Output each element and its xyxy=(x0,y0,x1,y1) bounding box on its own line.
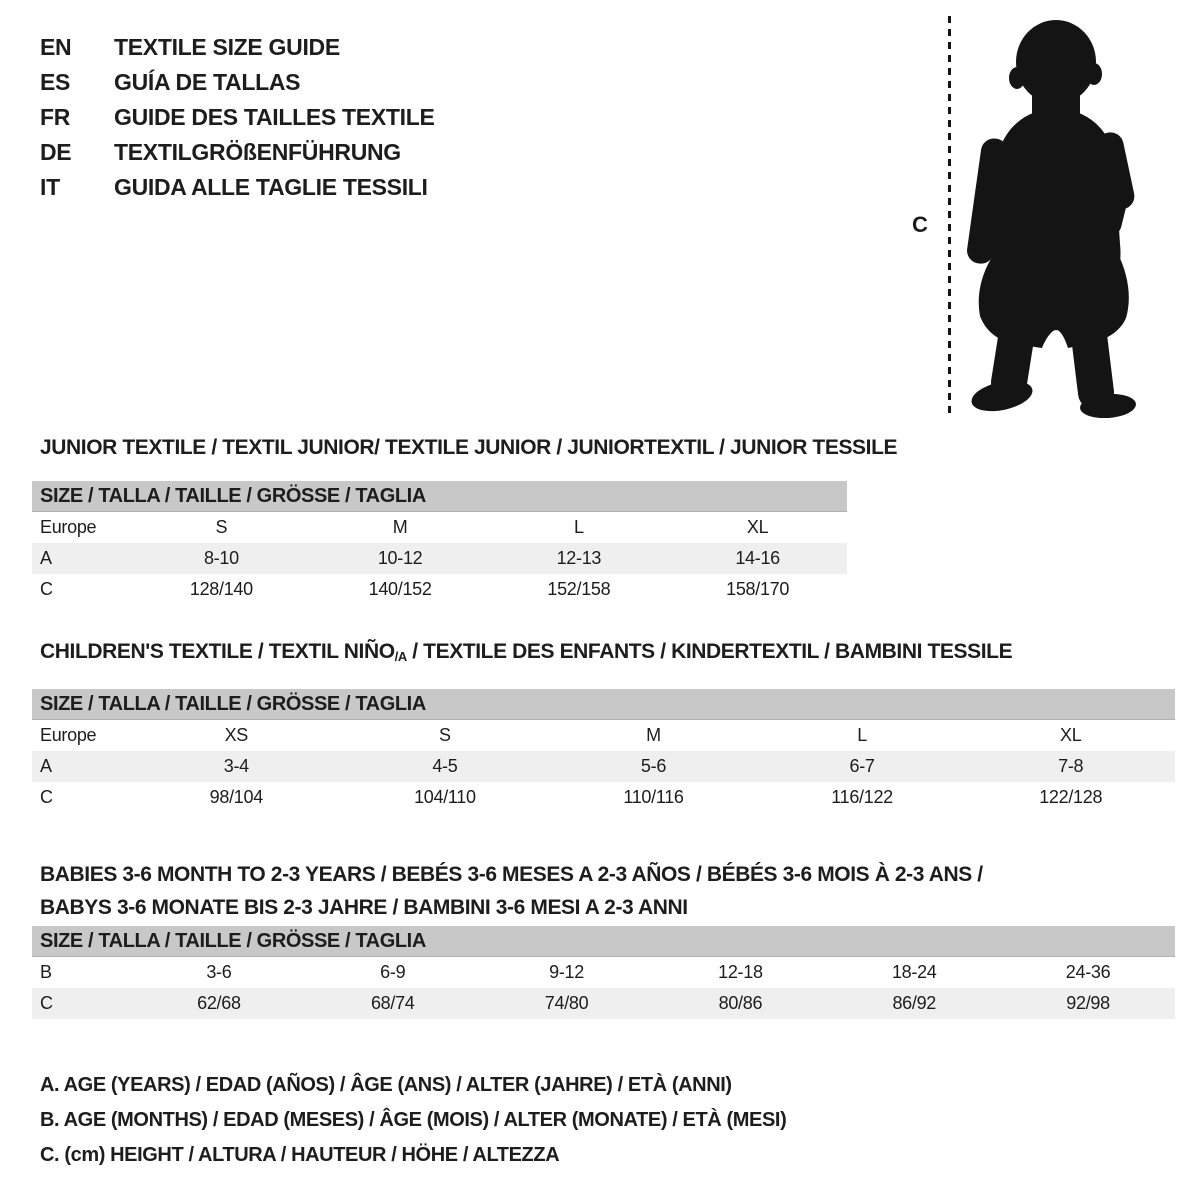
size-value-cell: 6-9 xyxy=(380,962,406,982)
row-label: B xyxy=(40,962,52,982)
size-value-cell: 128/140 xyxy=(189,579,253,599)
language-guide-title: TEXTILGRÖßENFÜHRUNG xyxy=(114,139,401,165)
legend-line: C. (cm) HEIGHT / ALTURA / HAUTEUR / HÖHE / ALTEZZA xyxy=(40,1144,560,1166)
size-value-cell: 110/116 xyxy=(623,787,684,807)
section-title-babies-line2: BABYS 3-6 MONATE BIS 2-3 JAHRE / BAMBINI 3-6 MESI A 2-3 ANNI xyxy=(40,896,688,919)
section-title-babies-line1: BABIES 3-6 MONTH TO 2-3 YEARS / BEBÉS 3-6 MESES A 2-3 AÑOS / BÉBÉS 3-6 MOIS À 2-3 ANS / xyxy=(40,863,983,886)
section-title-children-sub: /A xyxy=(394,649,407,664)
size-value-cell: 8-10 xyxy=(203,548,239,568)
babies-size-table xyxy=(32,926,1175,1019)
language-guide-title: GUÍA DE TALLAS xyxy=(114,69,301,95)
size-value-cell: XL xyxy=(1059,725,1082,745)
language-row xyxy=(40,30,435,65)
size-value-cell: XS xyxy=(224,725,248,745)
size-value-cell: 62/68 xyxy=(197,993,241,1013)
language-row xyxy=(40,170,435,205)
size-value-cell: S xyxy=(215,517,228,537)
language-row xyxy=(40,65,435,100)
language-row xyxy=(40,100,435,135)
size-table-header: SIZE / TALLA / TAILLE / GRÖSSE / TAGLIA xyxy=(32,926,1175,957)
size-value-cell: 7-8 xyxy=(1058,756,1084,776)
size-value-cell: 3-6 xyxy=(206,962,232,982)
size-value-cell: 104/110 xyxy=(414,787,476,807)
size-table-row xyxy=(32,543,847,574)
section-title-children xyxy=(40,640,1012,664)
size-value-cell: 86/92 xyxy=(892,993,937,1013)
size-value-cell: M xyxy=(646,725,661,745)
row-label: A xyxy=(40,756,52,776)
size-table-header: SIZE / TALLA / TAILLE / GRÖSSE / TAGLIA xyxy=(32,481,847,512)
size-table-header: SIZE / TALLA / TAILLE / GRÖSSE / TAGLIA xyxy=(32,689,1175,720)
language-code: IT xyxy=(40,174,60,200)
size-value-cell: 9-12 xyxy=(549,962,584,982)
row-label: Europe xyxy=(40,517,97,537)
size-value-cell: 14-16 xyxy=(735,548,780,568)
size-table-row xyxy=(32,751,1175,782)
section-title-babies xyxy=(40,858,983,924)
size-value-cell: 98/104 xyxy=(209,787,263,807)
legend-line: A. AGE (YEARS) / EDAD (AÑOS) / ÂGE (ANS) / ALTER (JAHRE) / ETÀ (ANNI) xyxy=(40,1074,732,1096)
size-value-cell: L xyxy=(574,517,584,537)
language-code: ES xyxy=(40,69,71,95)
size-value-cell: 6-7 xyxy=(849,756,875,776)
row-label: C xyxy=(40,579,53,599)
junior-size-table xyxy=(32,481,847,605)
language-row xyxy=(40,135,435,170)
size-value-cell: 12-18 xyxy=(718,962,763,982)
size-value-cell: 122/128 xyxy=(1039,787,1103,807)
size-table-row xyxy=(32,988,1175,1019)
language-guide-title: GUIDE DES TAILLES TEXTILE xyxy=(114,104,435,130)
language-code: FR xyxy=(40,104,71,130)
language-code: EN xyxy=(40,34,72,60)
size-value-cell: 3-4 xyxy=(223,756,249,776)
size-value-cell: M xyxy=(392,517,408,537)
size-value-cell: 74/80 xyxy=(544,993,589,1013)
height-measure-dashed-line xyxy=(948,16,951,416)
size-value-cell: 116/122 xyxy=(831,787,893,807)
language-code: DE xyxy=(40,139,72,165)
legend-line: B. AGE (MONTHS) / EDAD (MESES) / ÂGE (MOIS) / ALTER (MONATE) / ETÀ (MESI) xyxy=(40,1109,787,1131)
language-guide-title: TEXTILE SIZE GUIDE xyxy=(114,34,340,60)
size-table-row xyxy=(32,720,1175,751)
size-value-cell: 12-13 xyxy=(556,548,602,568)
section-title-children-post: / TEXTILE DES ENFANTS / KINDERTEXTIL / BAMBINI TESSILE xyxy=(406,640,1013,663)
row-label: C xyxy=(40,993,53,1013)
height-measure-label: C xyxy=(912,212,928,237)
legend-list xyxy=(40,1068,786,1173)
section-title-junior: JUNIOR TEXTILE / TEXTIL JUNIOR/ TEXTILE JUNIOR / JUNIORTEXTIL / JUNIOR TESSILE xyxy=(40,436,898,459)
row-label: A xyxy=(40,548,52,568)
size-value-cell: 152/158 xyxy=(547,579,611,599)
language-title-list xyxy=(40,30,435,205)
size-value-cell: 140/152 xyxy=(368,579,432,599)
size-value-cell: 80/86 xyxy=(718,993,763,1013)
size-value-cell: 158/170 xyxy=(726,579,790,599)
size-table-row xyxy=(32,574,847,605)
size-value-cell: L xyxy=(857,725,867,745)
row-label: C xyxy=(40,787,53,807)
size-value-cell: 24-36 xyxy=(1065,962,1111,982)
size-table-row xyxy=(32,512,847,543)
section-title-children-pre: CHILDREN'S TEXTILE / TEXTIL NIÑO xyxy=(40,640,395,663)
row-label: Europe xyxy=(40,725,97,745)
size-value-cell: S xyxy=(439,725,451,745)
size-value-cell: 5-6 xyxy=(640,756,667,776)
size-value-cell: 4-5 xyxy=(432,756,458,776)
size-value-cell: XL xyxy=(746,517,769,537)
size-table-row xyxy=(32,957,1175,988)
size-value-cell: 92/98 xyxy=(1066,993,1110,1013)
size-table-row xyxy=(32,782,1175,813)
size-value-cell: 10-12 xyxy=(377,548,423,568)
toddler-silhouette-icon xyxy=(962,12,1140,418)
language-guide-title: GUIDA ALLE TAGLIE TESSILI xyxy=(114,174,428,200)
size-value-cell: 68/74 xyxy=(370,993,415,1013)
size-value-cell: 18-24 xyxy=(891,962,937,982)
children-size-table xyxy=(32,689,1175,813)
